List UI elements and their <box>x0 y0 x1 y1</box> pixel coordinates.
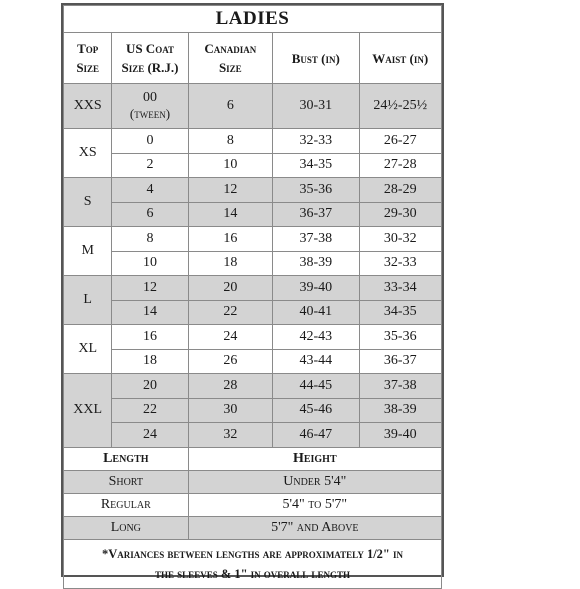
table-row <box>64 300 442 325</box>
canadian-cell: 10 <box>188 153 272 178</box>
bust-cell: 36-37 <box>273 202 360 227</box>
bust-cell: 44-45 <box>273 374 360 399</box>
table-row <box>64 349 442 374</box>
bust-cell: 32-33 <box>273 129 360 154</box>
top-size-cell: XS <box>64 129 112 178</box>
canadian-cell: 22 <box>188 300 272 325</box>
height-cell: 5'4" to 5'7" <box>188 493 441 516</box>
table-row <box>64 178 442 203</box>
us-coat-cell: 2 <box>112 153 188 178</box>
header-height: Height <box>188 447 441 470</box>
us-coat-cell: 00 (tween) <box>112 84 188 129</box>
length-row <box>64 470 442 493</box>
bust-cell: 38-39 <box>273 251 360 276</box>
us-coat-cell: 24 <box>112 423 188 448</box>
height-cell: 5'7" and Above <box>188 516 441 539</box>
canadian-cell: 30 <box>188 398 272 423</box>
length-row <box>64 493 442 516</box>
length-row <box>64 516 442 539</box>
header-length: Length <box>64 447 189 470</box>
canadian-cell: 20 <box>188 276 272 301</box>
length-header-row <box>64 447 442 470</box>
top-size-cell: XXL <box>64 374 112 448</box>
waist-cell: 32-33 <box>359 251 441 276</box>
table-row <box>64 374 442 399</box>
bust-cell: 40-41 <box>273 300 360 325</box>
waist-cell: 36-37 <box>359 349 441 374</box>
table-row <box>64 251 442 276</box>
bust-cell: 37-38 <box>273 227 360 252</box>
us-coat-cell: 22 <box>112 398 188 423</box>
bust-cell: 46-47 <box>273 423 360 448</box>
bust-cell: 43-44 <box>273 349 360 374</box>
us-coat-cell: 20 <box>112 374 188 399</box>
canadian-cell: 18 <box>188 251 272 276</box>
waist-cell: 34-35 <box>359 300 441 325</box>
canadian-cell: 8 <box>188 129 272 154</box>
table-row <box>64 129 442 154</box>
header-top-size: Top Size <box>64 33 112 84</box>
bust-cell: 34-35 <box>273 153 360 178</box>
table-row <box>64 153 442 178</box>
bust-cell: 45-46 <box>273 398 360 423</box>
footnote: *Variances between lengths are approximately 1/2" in the sleeves & 1" in overall length <box>64 539 442 588</box>
bust-cell: 42-43 <box>273 325 360 350</box>
us-coat-cell: 8 <box>112 227 188 252</box>
waist-cell: 37-38 <box>359 374 441 399</box>
us-coat-cell: 6 <box>112 202 188 227</box>
canadian-cell: 16 <box>188 227 272 252</box>
height-cell: Under 5'4" <box>188 470 441 493</box>
table-row <box>64 276 442 301</box>
table-row <box>64 325 442 350</box>
us-coat-cell: 4 <box>112 178 188 203</box>
canadian-cell: 6 <box>188 84 272 129</box>
column-header-row <box>64 33 442 84</box>
waist-cell: 39-40 <box>359 423 441 448</box>
waist-cell: 24½-25½ <box>359 84 441 129</box>
bust-cell: 35-36 <box>273 178 360 203</box>
waist-cell: 26-27 <box>359 129 441 154</box>
waist-cell: 28-29 <box>359 178 441 203</box>
top-size-cell: M <box>64 227 112 276</box>
header-bust: Bust (in) <box>273 33 360 84</box>
top-size-cell: XXS <box>64 84 112 129</box>
top-size-cell: S <box>64 178 112 227</box>
table-title: LADIES <box>64 6 442 33</box>
length-rows <box>64 470 442 539</box>
size-chart <box>61 3 444 581</box>
canadian-cell: 14 <box>188 202 272 227</box>
size-table <box>63 5 442 589</box>
length-cell: Short <box>64 470 189 493</box>
canadian-cell: 12 <box>188 178 272 203</box>
table-row <box>64 202 442 227</box>
table-row <box>64 227 442 252</box>
length-cell: Long <box>64 516 189 539</box>
size-rows <box>64 84 442 448</box>
length-cell: Regular <box>64 493 189 516</box>
us-coat-cell: 0 <box>112 129 188 154</box>
canadian-cell: 32 <box>188 423 272 448</box>
us-coat-cell: 18 <box>112 349 188 374</box>
waist-cell: 33-34 <box>359 276 441 301</box>
canadian-cell: 24 <box>188 325 272 350</box>
table-row <box>64 398 442 423</box>
header-waist: Waist (in) <box>359 33 441 84</box>
us-coat-cell: 12 <box>112 276 188 301</box>
canadian-cell: 28 <box>188 374 272 399</box>
waist-cell: 38-39 <box>359 398 441 423</box>
canadian-cell: 26 <box>188 349 272 374</box>
top-size-cell: L <box>64 276 112 325</box>
us-coat-cell: 10 <box>112 251 188 276</box>
waist-cell: 35-36 <box>359 325 441 350</box>
bust-cell: 30-31 <box>273 84 360 129</box>
waist-cell: 29-30 <box>359 202 441 227</box>
bust-cell: 39-40 <box>273 276 360 301</box>
us-coat-cell: 16 <box>112 325 188 350</box>
waist-cell: 27-28 <box>359 153 441 178</box>
header-us-coat: US Coat Size (R.J.) <box>112 33 188 84</box>
table-row <box>64 84 442 129</box>
waist-cell: 30-32 <box>359 227 441 252</box>
header-canadian: Canadian Size <box>188 33 272 84</box>
us-coat-cell: 14 <box>112 300 188 325</box>
table-row <box>64 423 442 448</box>
top-size-cell: XL <box>64 325 112 374</box>
